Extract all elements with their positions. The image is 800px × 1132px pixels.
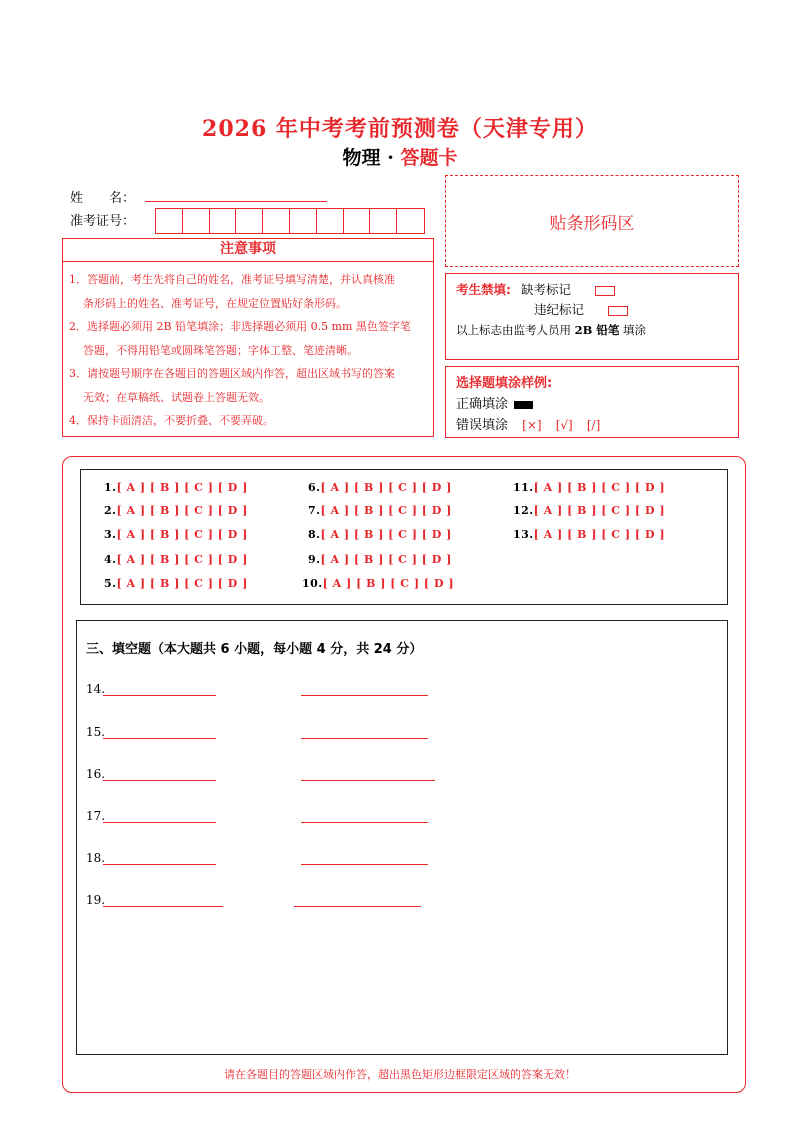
absent-label: 缺考标记 [520, 282, 571, 297]
violation-mark-box[interactable] [608, 306, 628, 316]
answer-line[interactable] [301, 822, 428, 823]
name-field[interactable] [145, 201, 327, 202]
id-cell[interactable] [210, 209, 237, 233]
id-cell[interactable] [183, 209, 210, 233]
separator: · [387, 147, 394, 169]
card-name: 答题卡 [400, 147, 458, 169]
notice-line: 无效；在草稿纸、试题卷上答题无效。 [83, 390, 270, 404]
sample-label: 选择题填涂样例: [456, 376, 553, 391]
choice-question[interactable]: 13.[ A ] [ B ] [ C ] [ D ] [513, 528, 666, 541]
answer-line[interactable] [301, 864, 428, 865]
id-cell[interactable] [397, 209, 424, 233]
choice-question[interactable]: 8.[ A ] [ B ] [ C ] [ D ] [308, 528, 452, 541]
id-cell[interactable] [290, 209, 317, 233]
choice-question[interactable]: 3.[ A ] [ B ] [ C ] [ D ] [104, 528, 248, 541]
choice-question[interactable]: 10.[ A ] [ B ] [ C ] [ D ] [302, 577, 455, 590]
choice-question[interactable]: 2.[ A ] [ B ] [ C ] [ D ] [104, 504, 248, 517]
notice-title: 注意事项 [62, 238, 434, 262]
answer-line[interactable] [103, 780, 216, 781]
choice-question[interactable]: 4.[ A ] [ B ] [ C ] [ D ] [104, 553, 248, 566]
notice-item [69, 315, 425, 362]
notice-line: 条形码上的姓名、准考证号，在规定位置贴好条形码。 [83, 296, 347, 310]
id-cell[interactable] [156, 209, 183, 233]
choice-question[interactable]: 9.[ A ] [ B ] [ C ] [ D ] [308, 553, 452, 566]
notice-line: 2．选择题必须用 2B 铅笔填涂；非选择题必须用 0.5 mm 黑色签字笔 [69, 320, 411, 333]
fill-question-number: 15. [86, 725, 106, 739]
notice-line: 答题，不得用铅笔或圆珠笔答题；字体工整、笔迹清晰。 [83, 343, 358, 357]
subtitle [0, 143, 800, 170]
correct-label: 正确填涂 [456, 397, 509, 412]
id-number-boxes[interactable] [155, 208, 425, 234]
choice-question[interactable]: 1.[ A ] [ B ] [ C ] [ D ] [104, 481, 248, 494]
choice-question[interactable]: 12.[ A ] [ B ] [ C ] [ D ] [513, 504, 666, 517]
fill-blank-section [76, 620, 728, 1055]
fill-question-number: 14. [86, 682, 106, 696]
answer-line[interactable] [103, 738, 216, 739]
absent-mark-box[interactable] [595, 286, 615, 296]
subject: 物理 [342, 147, 381, 169]
answer-line[interactable] [103, 864, 216, 865]
forbidden-label: 考生禁填: [456, 282, 511, 297]
page-title: 2026 年中考考前预测卷（天津专用） [202, 116, 598, 142]
answer-line[interactable] [301, 780, 435, 781]
notice-item [69, 362, 425, 409]
choice-question[interactable]: 6.[ A ] [ B ] [ C ] [ D ] [308, 481, 452, 494]
notice-box [62, 262, 434, 437]
barcode-label: 贴条形码区 [549, 213, 635, 234]
answer-line[interactable] [103, 906, 223, 907]
barcode-area [445, 175, 739, 267]
answer-line[interactable] [103, 695, 216, 696]
id-label: 准考证号： [70, 214, 136, 229]
wrong-mark: [√] [555, 418, 573, 432]
notice-item [69, 409, 425, 433]
id-cell[interactable] [317, 209, 344, 233]
violation-label: 违纪标记 [534, 302, 585, 317]
fill-question-number: 18. [86, 851, 106, 865]
note-bold: 2B 铅笔 [574, 323, 620, 337]
name-label: 姓 名： [70, 191, 136, 206]
fill-question-number: 19. [86, 893, 106, 907]
answer-line[interactable] [294, 906, 421, 907]
answer-line[interactable] [301, 695, 428, 696]
fill-blank-heading: 三、填空题（本大题共 6 小题，每小题 4 分，共 24 分） [86, 642, 423, 657]
notice-line: 3．请按题号顺序在各题目的答题区域内作答，超出区域书写的答案 [69, 367, 395, 380]
choice-question[interactable]: 5.[ A ] [ B ] [ C ] [ D ] [104, 577, 248, 590]
note-suffix: 填涂 [623, 323, 647, 337]
wrong-mark: [×] [522, 418, 542, 432]
note-prefix: 以上标志由监考人员用 [456, 323, 571, 337]
fill-question-number: 16. [86, 767, 106, 781]
wrong-mark: [/] [586, 418, 601, 432]
wrong-label: 错误填涂 [456, 418, 509, 433]
choice-question[interactable]: 7.[ A ] [ B ] [ C ] [ D ] [308, 504, 452, 517]
choice-question[interactable]: 11.[ A ] [ B ] [ C ] [ D ] [513, 481, 666, 494]
answer-line[interactable] [301, 738, 428, 739]
notice-line: 1．答题前，考生先将自己的姓名，准考证号填写清楚，并认真核准 [69, 273, 395, 286]
id-cell[interactable] [370, 209, 397, 233]
id-cell[interactable] [263, 209, 290, 233]
fill-question-number: 17. [86, 809, 106, 823]
sample-box [445, 366, 739, 438]
id-cell[interactable] [236, 209, 263, 233]
notice-line: 4．保持卡面清洁，不要折叠、不要弄破。 [69, 414, 274, 427]
forbidden-box [445, 273, 739, 360]
footer-note: 请在各题目的答题区域内作答，超出黑色矩形边框限定区域的答案无效！ [224, 1068, 576, 1081]
filled-mark [514, 401, 533, 409]
id-cell[interactable] [344, 209, 371, 233]
answer-line[interactable] [103, 822, 216, 823]
notice-item [69, 268, 425, 315]
